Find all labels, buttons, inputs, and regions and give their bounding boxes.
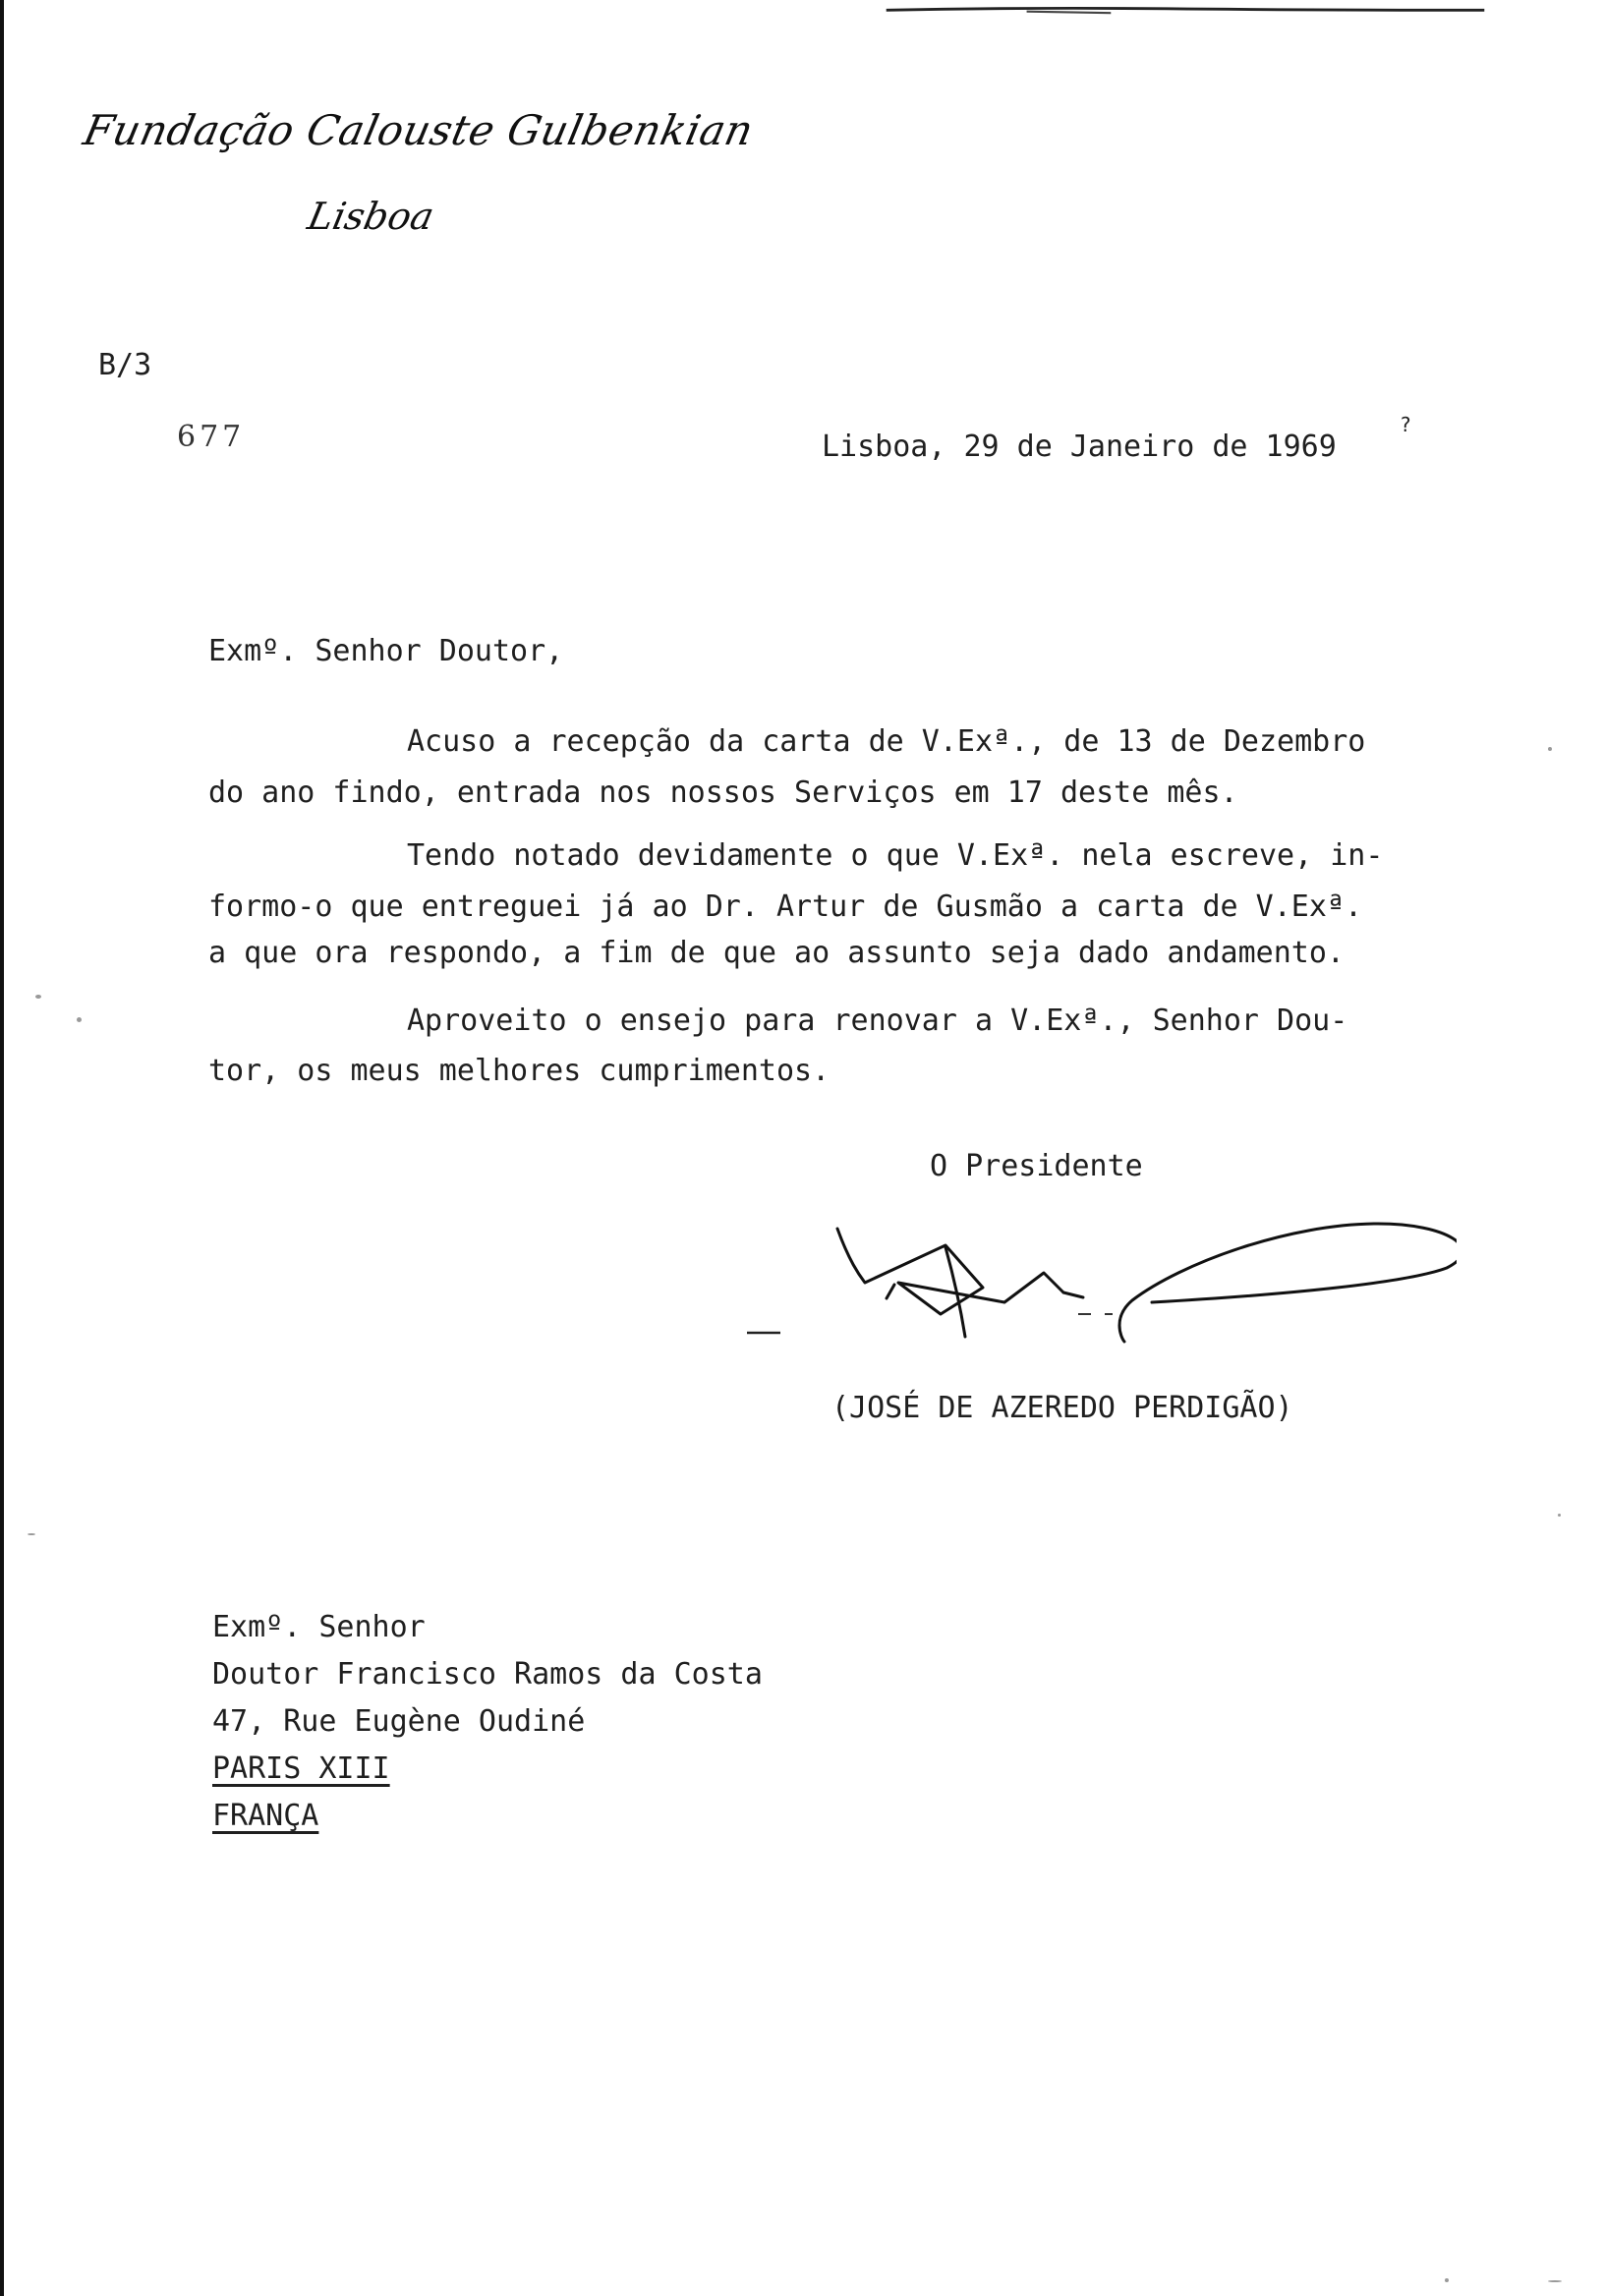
body-line: a que ora respondo, a fim de que ao assunto seja dado andamento. (208, 936, 1345, 970)
signature (739, 1204, 1457, 1351)
reference-code: B/3 (98, 348, 152, 382)
page-left-edge (0, 0, 4, 2296)
recipient-salutation: Exmº. Senhor (212, 1610, 426, 1644)
paper-speck (1548, 2280, 1562, 2282)
page-top-edge (767, 6, 1604, 16)
reference-number: 677 (177, 420, 246, 454)
body-line: do ano findo, entrada nos nossos Serviços em 17 deste mês. (208, 775, 1238, 810)
body-line: Acuso a recepção da carta de V.Exª., de 13 de Dezembro (407, 724, 1366, 759)
paper-speck (77, 1017, 82, 1022)
recipient-country: FRANÇA (212, 1799, 319, 1833)
closing-title: O Presidente (930, 1149, 1143, 1183)
signatory-name: (JOSÉ DE AZEREDO PERDIGÃO) (831, 1391, 1293, 1425)
recipient-name: Doutor Francisco Ramos da Costa (212, 1657, 763, 1692)
paper-speck (1445, 2278, 1449, 2282)
recipient-city: PARIS XIII (212, 1751, 390, 1786)
date-line: Lisboa, 29 de Janeiro de 1969 (822, 430, 1337, 464)
letterhead-organization: Fundação Calouste Gulbenkian (79, 106, 758, 154)
body-line: Aproveito o ensejo para renovar a V.Exª., Senhor Dou- (407, 1004, 1348, 1038)
paper-speck (35, 995, 41, 999)
letterhead-city: Lisboa (304, 195, 438, 238)
letterhead (79, 106, 758, 238)
salutation: Exmº. Senhor Doutor, (208, 634, 564, 668)
body-line: formo-o que entreguei já ao Dr. Artur de Gusmão a carta de V.Exª. (208, 890, 1362, 924)
paper-speck (28, 1533, 35, 1535)
paper-speck (1558, 1514, 1561, 1517)
date-annotation: ? (1400, 413, 1412, 436)
recipient-street: 47, Rue Eugène Oudiné (212, 1704, 586, 1739)
body-line: tor, os meus melhores cumprimentos. (208, 1054, 831, 1088)
paper-speck (1548, 747, 1552, 751)
body-line: Tendo notado devidamente o que V.Exª. nela escreve, in- (407, 838, 1384, 873)
